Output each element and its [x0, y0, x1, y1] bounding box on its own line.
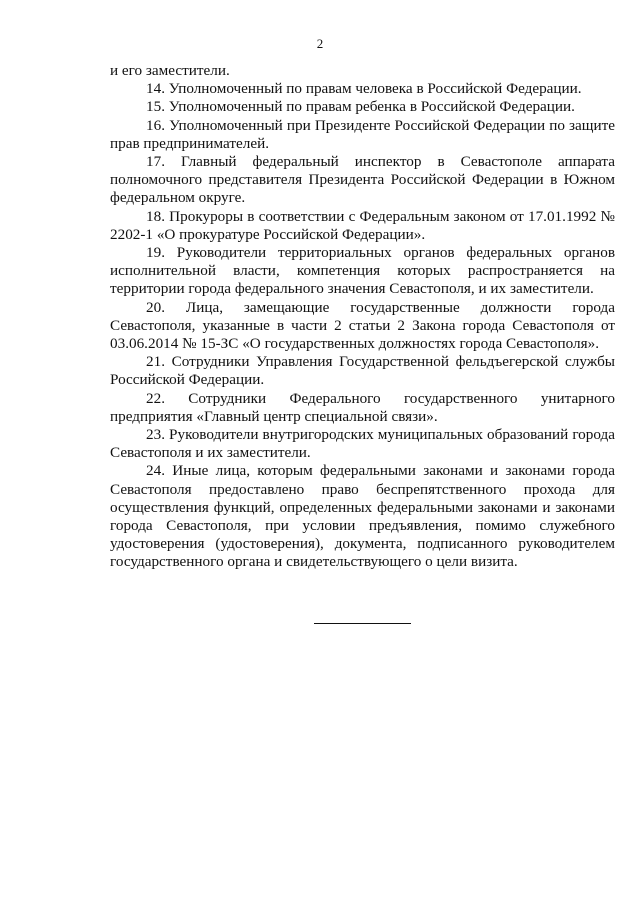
list-item-18: 18. Прокуроры в соответствии с Федеральным законом от 17.01.1992 № 2202-1 «О прокуратуре Российской Федерации». [110, 207, 615, 243]
list-item-24: 24. Иные лица, которым федеральными законами и законами города Севастополя предоставлено право беспрепятственного прохода для осуществления функций, определенных федеральными законами и законами города Севастополя, при условии предъявления, помимо служебного удостоверения (удостоверения), документа, подписанного руководителем государственного органа и свидетельствующего о цели визита. [110, 462, 615, 571]
page-number: 2 [316, 36, 324, 51]
list-item-14: 14. Уполномоченный по правам человека в Российской Федерации. [146, 80, 582, 98]
list-item-21: 21. Сотрудники Управления Государственной фельдъегерской службы Российской Федерации. [110, 353, 615, 389]
list-item-19: 19. Руководители территориальных органов федеральных органов исполнительной власти, компетенция которых распространяется на территории города федерального значения Севастополя, и их заместители. [110, 244, 615, 298]
list-item-15: 15. Уполномоченный по правам ребенка в Российской Федерации. [146, 98, 575, 116]
list-item-22: 22. Сотрудники Федерального государственного унитарного предприятия «Главный центр специальной связи». [110, 389, 615, 425]
document-body [110, 62, 615, 572]
list-item-16: 16. Уполномоченный при Президенте Российской Федерации по защите прав предпринимателей. [110, 116, 615, 152]
paragraph-continuation: и его заместители. [110, 62, 230, 79]
list-item-20: 20. Лица, замещающие государственные должности города Севастополя, указанные в части 2 статьи 2 Закона города Севастополя от 03.06.2014 № 15-ЗС «О государственных должностях города Севастополя». [110, 298, 615, 353]
list-item-23: 23. Руководители внутригородских муниципальных образований города Севастополя и их заместители. [110, 426, 615, 462]
end-separator-line [314, 623, 411, 624]
list-item-17: 17. Главный федеральный инспектор в Севастополе аппарата полномочного представителя Президента Российской Федерации в Южном федеральном округе. [110, 153, 615, 207]
